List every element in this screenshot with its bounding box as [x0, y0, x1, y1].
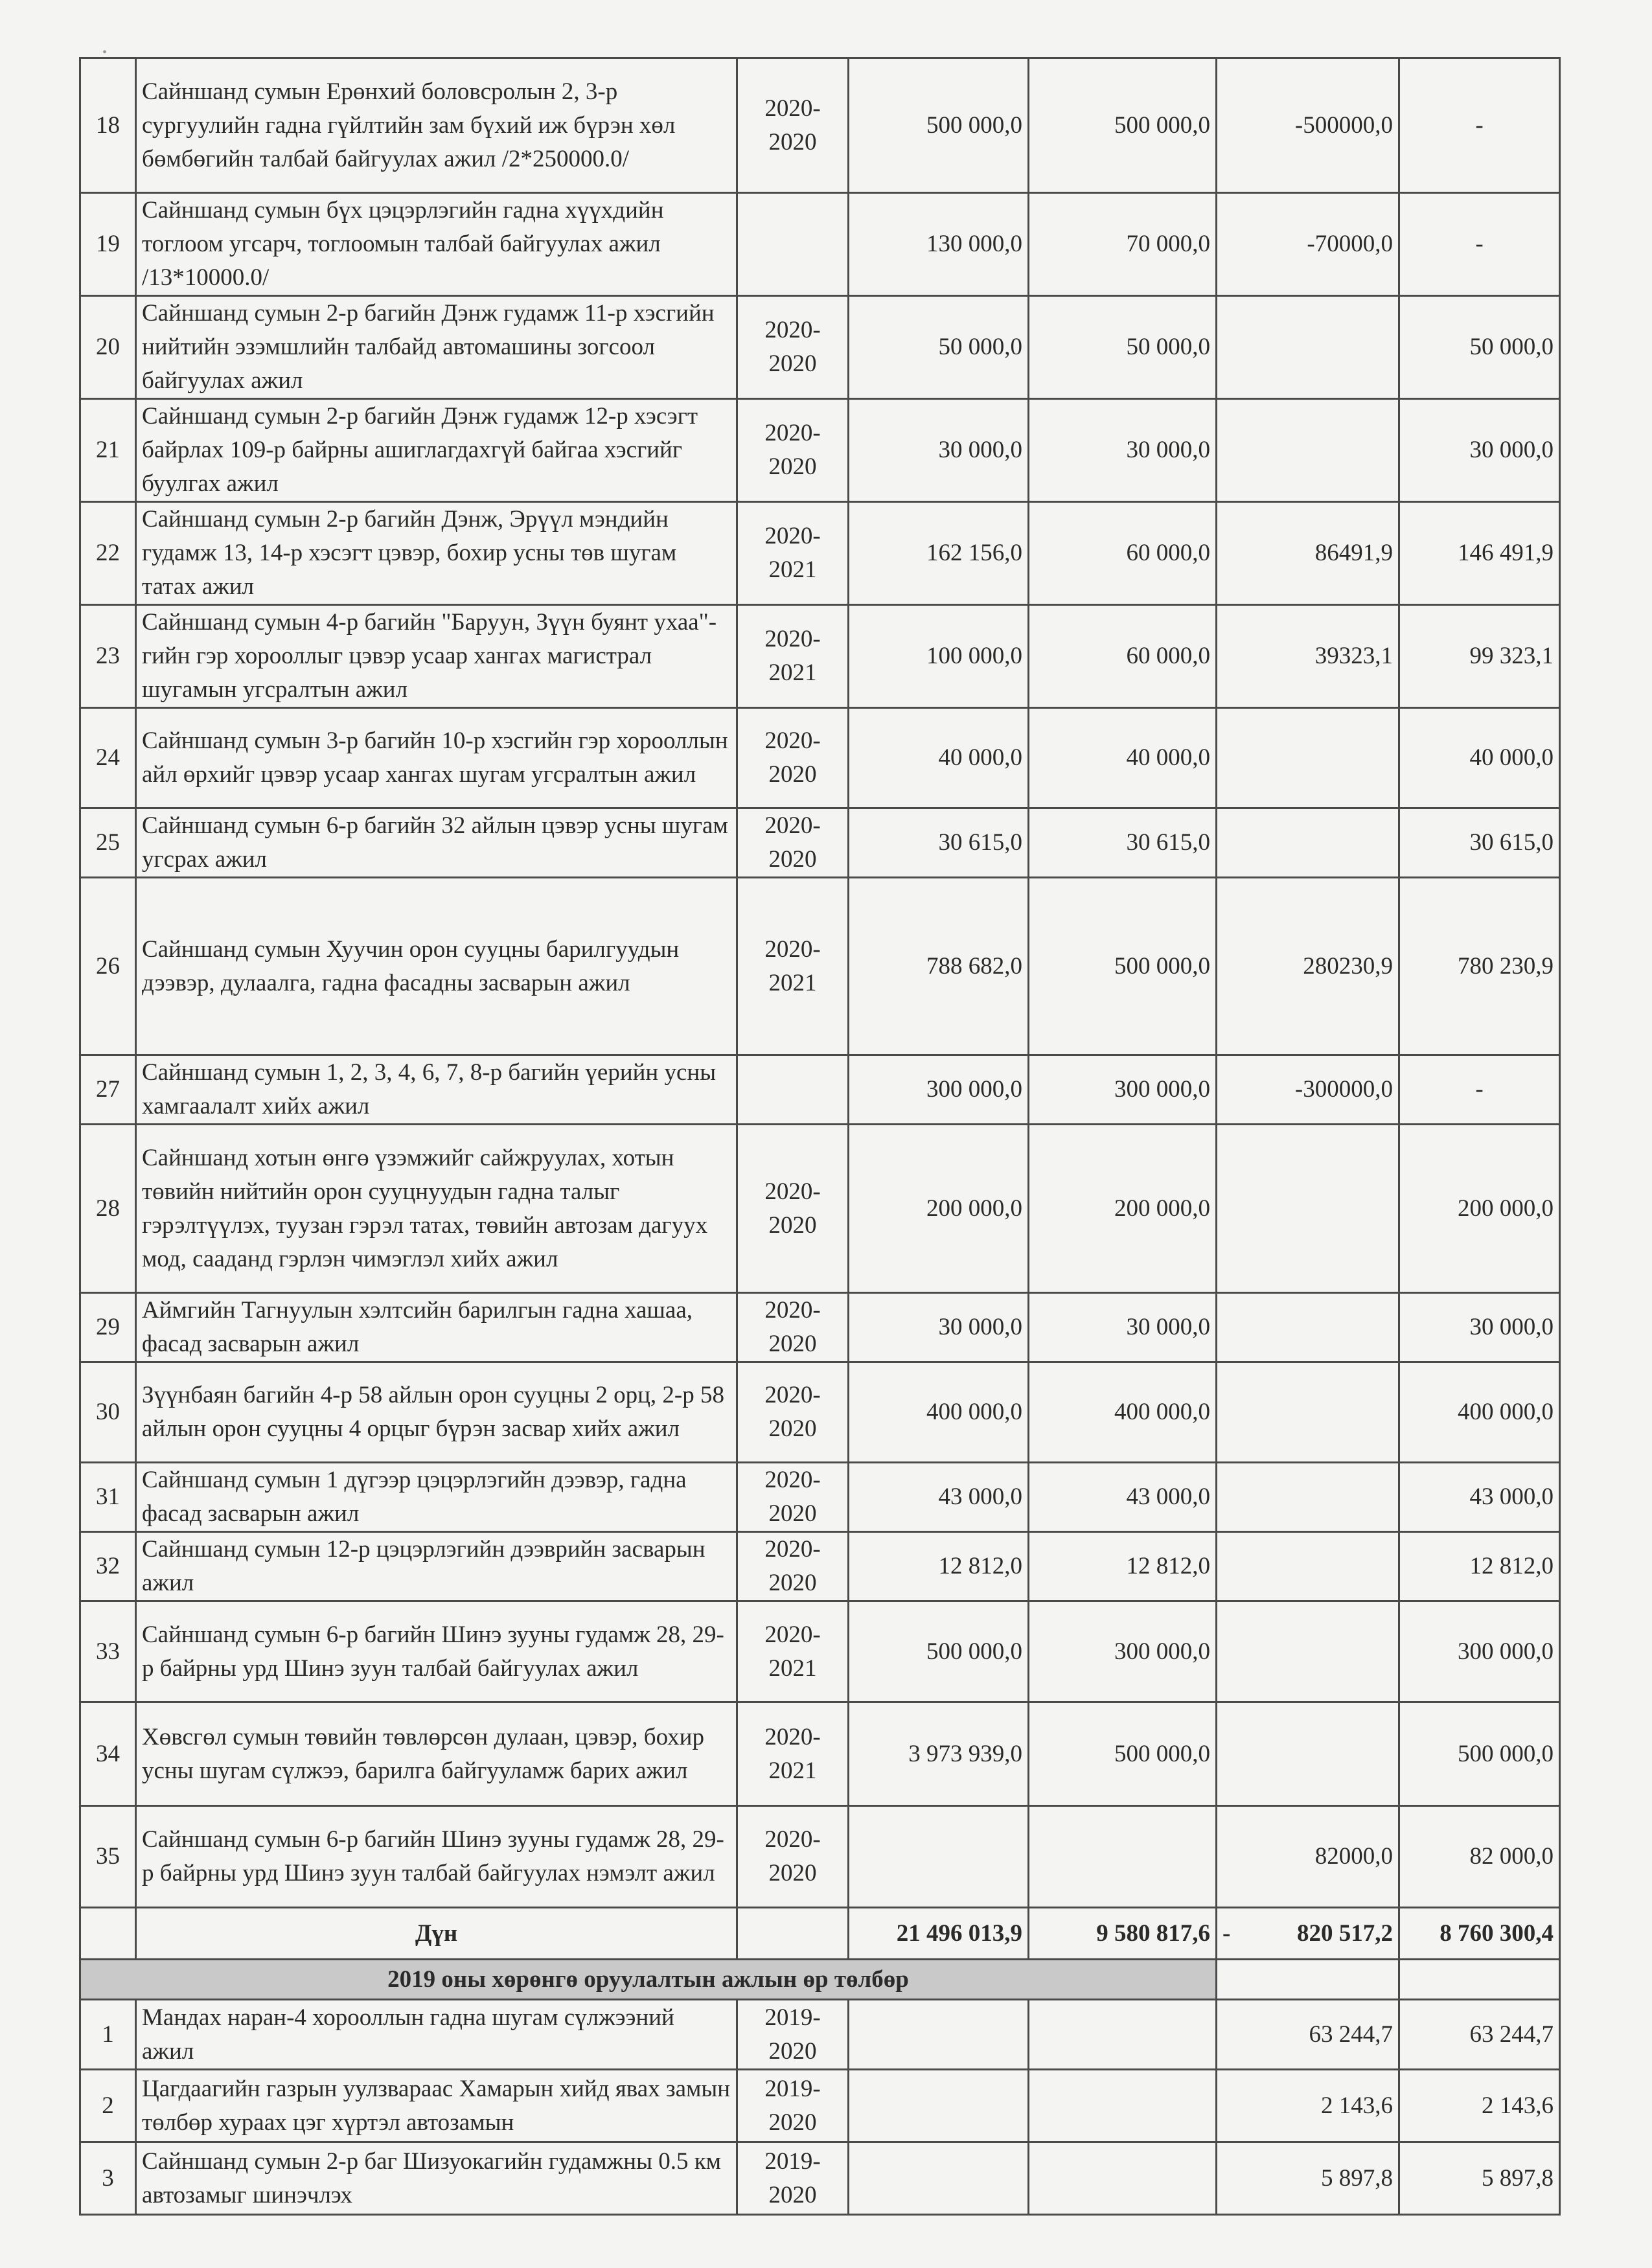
row-change-amount [1217, 1125, 1399, 1293]
row-number: 29 [80, 1293, 136, 1362]
row-planned-amount: 50 000,0 [1029, 296, 1217, 399]
row-change-amount: -300000,0 [1217, 1055, 1399, 1125]
row-description: Хөвсгөл сумын төвийн төвлөрсөн дулаан, цэвэр, бохир усны шугам сүлжээ, барилга байгууламж барих ажил [136, 1702, 737, 1806]
table-row [80, 1601, 1560, 1702]
row-years: 2020- 2020 [737, 1463, 849, 1532]
row-number: 19 [80, 193, 136, 296]
row-number: 20 [80, 296, 136, 399]
total-label: Дүн [136, 1908, 737, 1960]
table-row [80, 1055, 1560, 1125]
row-change-amount: 63 244,7 [1217, 2000, 1399, 2070]
row-total-cost: 50 000,0 [849, 296, 1029, 399]
row-description: Сайншанд сумын 6-р багийн 32 айлын цэвэр усны шугам угсрах ажил [136, 808, 737, 878]
total-change-sum [1217, 1908, 1399, 1960]
row-total-cost [849, 2142, 1029, 2215]
row-description: Сайншанд сумын 1 дүгээр цэцэрлэгийн дээвэр, гадна фасад засварын ажил [136, 1463, 737, 1532]
row-total-cost: 200 000,0 [849, 1125, 1029, 1293]
row-years: 2020- 2021 [737, 1601, 849, 1702]
row-planned-amount [1029, 2000, 1217, 2070]
row-number: 27 [80, 1055, 136, 1125]
row-number: 3 [80, 2142, 136, 2215]
row-change-amount [1217, 399, 1399, 502]
row-years: 2020- 2020 [737, 1362, 849, 1463]
row-change-amount [1217, 1601, 1399, 1702]
row-number: 23 [80, 605, 136, 708]
row-final-amount: 2 143,6 [1399, 2070, 1560, 2142]
total-change-value: 820 517,2 [1297, 1919, 1393, 1947]
row-planned-amount: 12 812,0 [1029, 1532, 1217, 1601]
row-total-cost: 300 000,0 [849, 1055, 1029, 1125]
table-row [80, 58, 1560, 193]
row-description: Сайншанд сумын бүх цэцэрлэгийн гадна хүүхдийн тоглоом угсарч, тоглоомын талбай байгуулах ажил /13*10000.0/ [136, 193, 737, 296]
row-planned-amount [1029, 1806, 1217, 1908]
total-change-sign: - [1222, 1919, 1231, 1947]
table-row [80, 605, 1560, 708]
row-description: Сайншанд сумын 1, 2, 3, 4, 6, 7, 8-р багийн үерийн усны хамгаалалт хийх ажил [136, 1055, 737, 1125]
table-row [80, 193, 1560, 296]
row-number: 26 [80, 878, 136, 1055]
row-years: 2020- 2020 [737, 808, 849, 878]
table-row [80, 1532, 1560, 1601]
row-description: Сайншанд хотын өнгө үзэмжийг сайжруулах, хотын төвийн нийтийн орон сууцнуудын гадна талыг гэрэлтүүлэх, туузан гэрэл татах, төвийн автозам дагуух мод, сааданд гэрлэн чимэглэл хийх ажил [136, 1125, 737, 1293]
section-empty-cell [1217, 1960, 1399, 2000]
row-years: 2020- 2020 [737, 1125, 849, 1293]
row-planned-amount [1029, 2142, 1217, 2215]
row-change-amount: 5 897,8 [1217, 2142, 1399, 2215]
row-years: 2019- 2020 [737, 2000, 849, 2070]
row-total-cost: 30 000,0 [849, 399, 1029, 502]
row-final-amount: 30 615,0 [1399, 808, 1560, 878]
row-number: 30 [80, 1362, 136, 1463]
table-row [80, 1362, 1560, 1463]
row-description: Сайншанд сумын 6-р багийн Шинэ зууны гудамж 28, 29-р байрны урд Шинэ зуун талбай байгуулах нэмэлт ажил [136, 1806, 737, 1908]
row-total-cost: 130 000,0 [849, 193, 1029, 296]
row-change-amount [1217, 808, 1399, 878]
row-number: 32 [80, 1532, 136, 1601]
row-final-amount: 30 000,0 [1399, 399, 1560, 502]
section-header-row [80, 1960, 1560, 2000]
row-number: 2 [80, 2070, 136, 2142]
row-total-cost: 788 682,0 [849, 878, 1029, 1055]
row-final-amount: 63 244,7 [1399, 2000, 1560, 2070]
row-description: Мандах наран-4 хорооллын гадна шугам сүлжээний ажил [136, 2000, 737, 2070]
row-change-amount: 39323,1 [1217, 605, 1399, 708]
row-years: 2020- 2020 [737, 1806, 849, 1908]
row-change-amount: -500000,0 [1217, 58, 1399, 193]
row-description: Аймгийн Тагнуулын хэлтсийн барилгын гадна хашаа, фасад засварын ажил [136, 1293, 737, 1362]
total-cost-sum: 21 496 013,9 [849, 1908, 1029, 1960]
row-final-amount: 200 000,0 [1399, 1125, 1560, 1293]
row-years: 2020- 2020 [737, 296, 849, 399]
total-empty-cell [80, 1908, 136, 1960]
row-description: Сайншанд сумын 2-р багийн Дэнж гудамж 12-р хэсэгт байрлах 109-р байрны ашиглагдахгүй байгаа хэсгийг буулгах ажил [136, 399, 737, 502]
row-final-amount: 300 000,0 [1399, 1601, 1560, 1702]
row-description: Сайншанд сумын 3-р багийн 10-р хэсгийн гэр хорооллын айл өрхийг цэвэр усаар хангах шугам угсралтын ажил [136, 708, 737, 808]
row-planned-amount: 500 000,0 [1029, 58, 1217, 193]
table-row [80, 399, 1560, 502]
row-change-amount [1217, 1362, 1399, 1463]
row-number: 33 [80, 1601, 136, 1702]
row-change-amount [1217, 1532, 1399, 1601]
row-description: Сайншанд сумын 4-р багийн "Баруун, Зүүн буянт ухаа"-гийн гэр хорооллыг цэвэр усаар хангах магистрал шугамын угсралтын ажил [136, 605, 737, 708]
table-row [80, 708, 1560, 808]
row-description: Сайншанд сумын 2-р багийн Дэнж гудамж 11-р хэсгийн нийтийн эзэмшлийн талбайд автомашины зогсоол байгуулах ажил [136, 296, 737, 399]
row-change-amount [1217, 1702, 1399, 1806]
row-change-amount: 2 143,6 [1217, 2070, 1399, 2142]
row-total-cost: 500 000,0 [849, 58, 1029, 193]
row-number: 25 [80, 808, 136, 878]
row-final-amount: 400 000,0 [1399, 1362, 1560, 1463]
row-total-cost: 30 615,0 [849, 808, 1029, 878]
row-final-amount: 30 000,0 [1399, 1293, 1560, 1362]
row-number: 35 [80, 1806, 136, 1908]
total-final-sum: 8 760 300,4 [1399, 1908, 1560, 1960]
row-final-amount: 146 491,9 [1399, 502, 1560, 605]
row-change-amount [1217, 708, 1399, 808]
row-number: 31 [80, 1463, 136, 1532]
row-total-cost: 162 156,0 [849, 502, 1029, 605]
row-change-amount: 86491,9 [1217, 502, 1399, 605]
row-total-cost: 43 000,0 [849, 1463, 1029, 1532]
row-planned-amount: 43 000,0 [1029, 1463, 1217, 1532]
row-final-amount: - [1399, 193, 1560, 296]
table-row [80, 2000, 1560, 2070]
row-change-amount [1217, 1293, 1399, 1362]
row-final-amount: 43 000,0 [1399, 1463, 1560, 1532]
section-title: 2019 оны хөрөнгө оруулалтын ажлын өр төлбөр [80, 1960, 1217, 2000]
budget-table [79, 57, 1561, 2216]
row-planned-amount: 500 000,0 [1029, 878, 1217, 1055]
table-row [80, 808, 1560, 878]
row-description: Сайншанд сумын 2-р багийн Дэнж, Эрүүл мэндийн гудамж 13, 14-р хэсэгт цэвэр, бохир усны төв шугам татах ажил [136, 502, 737, 605]
row-years: 2020- 2021 [737, 502, 849, 605]
row-planned-amount: 60 000,0 [1029, 605, 1217, 708]
row-description: Сайншанд сумын Хуучин орон сууцны барилгуудын дээвэр, дулаалга, гадна фасадны засварын ажил [136, 878, 737, 1055]
row-years: 2019- 2020 [737, 2070, 849, 2142]
table-row [80, 2070, 1560, 2142]
row-planned-amount: 500 000,0 [1029, 1702, 1217, 1806]
row-change-amount [1217, 296, 1399, 399]
row-final-amount: 50 000,0 [1399, 296, 1560, 399]
row-planned-amount: 400 000,0 [1029, 1362, 1217, 1463]
table-row [80, 296, 1560, 399]
row-years: 2020- 2021 [737, 878, 849, 1055]
row-final-amount: 12 812,0 [1399, 1532, 1560, 1601]
row-change-amount [1217, 1463, 1399, 1532]
table-row [80, 1293, 1560, 1362]
row-years: 2020- 2020 [737, 58, 849, 193]
row-planned-amount: 70 000,0 [1029, 193, 1217, 296]
row-planned-amount: 30 000,0 [1029, 399, 1217, 502]
total-row [80, 1908, 1560, 1960]
row-planned-amount: 300 000,0 [1029, 1055, 1217, 1125]
row-years: 2020- 2021 [737, 605, 849, 708]
row-total-cost [849, 1806, 1029, 1908]
row-planned-amount [1029, 2070, 1217, 2142]
row-years [737, 1055, 849, 1125]
row-final-amount: 5 897,8 [1399, 2142, 1560, 2215]
table-row [80, 1125, 1560, 1293]
section-empty-cell [1399, 1960, 1560, 2000]
scan-mark: • [102, 45, 108, 60]
row-description: Цагдаагийн газрын уулзвараас Хамарын хийд явах замын төлбөр хураах цэг хүртэл автозамын [136, 2070, 737, 2142]
row-years: 2020- 2020 [737, 1532, 849, 1601]
table-row [80, 1463, 1560, 1532]
row-total-cost: 3 973 939,0 [849, 1702, 1029, 1806]
total-planned-sum: 9 580 817,6 [1029, 1908, 1217, 1960]
row-years: 2020- 2020 [737, 399, 849, 502]
row-final-amount: - [1399, 1055, 1560, 1125]
row-change-amount: 82000,0 [1217, 1806, 1399, 1908]
row-total-cost [849, 2070, 1029, 2142]
row-planned-amount: 40 000,0 [1029, 708, 1217, 808]
row-final-amount: - [1399, 58, 1560, 193]
row-final-amount: 780 230,9 [1399, 878, 1560, 1055]
row-total-cost: 100 000,0 [849, 605, 1029, 708]
row-number: 34 [80, 1702, 136, 1806]
row-planned-amount: 30 000,0 [1029, 1293, 1217, 1362]
row-final-amount: 82 000,0 [1399, 1806, 1560, 1908]
row-final-amount: 99 323,1 [1399, 605, 1560, 708]
row-years: 2019- 2020 [737, 2142, 849, 2215]
table-row [80, 502, 1560, 605]
row-planned-amount: 30 615,0 [1029, 808, 1217, 878]
row-change-amount: -70000,0 [1217, 193, 1399, 296]
row-number: 18 [80, 58, 136, 193]
row-years: 2020- 2020 [737, 708, 849, 808]
row-years: 2020- 2021 [737, 1702, 849, 1806]
row-total-cost: 40 000,0 [849, 708, 1029, 808]
row-number: 28 [80, 1125, 136, 1293]
row-number: 22 [80, 502, 136, 605]
row-description: Сайншанд сумын 12-р цэцэрлэгийн дээврийн засварын ажил [136, 1532, 737, 1601]
table-row [80, 1702, 1560, 1806]
table-row [80, 1806, 1560, 1908]
table-row [80, 2142, 1560, 2215]
row-total-cost: 500 000,0 [849, 1601, 1029, 1702]
row-total-cost: 30 000,0 [849, 1293, 1029, 1362]
row-number: 1 [80, 2000, 136, 2070]
row-change-amount: 280230,9 [1217, 878, 1399, 1055]
row-planned-amount: 200 000,0 [1029, 1125, 1217, 1293]
row-final-amount: 500 000,0 [1399, 1702, 1560, 1806]
row-number: 24 [80, 708, 136, 808]
row-description: Сайншанд сумын 6-р багийн Шинэ зууны гудамж 28, 29-р байрны урд Шинэ зуун талбай байгуулах ажил [136, 1601, 737, 1702]
row-planned-amount: 60 000,0 [1029, 502, 1217, 605]
row-description: Сайншанд сумын 2-р баг Шизуокагийн гудамжны 0.5 км автозамыг шинэчлэх [136, 2142, 737, 2215]
row-total-cost [849, 2000, 1029, 2070]
row-number: 21 [80, 399, 136, 502]
row-total-cost: 12 812,0 [849, 1532, 1029, 1601]
row-description: Сайншанд сумын Ерөнхий боловсролын 2, 3-р сургуулийн гадна гүйлтийн зам бүхий иж бүрэн хөл бөмбөгийн талбай байгуулах ажил /2*250000.0/ [136, 58, 737, 193]
row-planned-amount: 300 000,0 [1029, 1601, 1217, 1702]
table-row [80, 878, 1560, 1055]
row-total-cost: 400 000,0 [849, 1362, 1029, 1463]
total-empty-cell [737, 1908, 849, 1960]
row-description: Зүүнбаян багийн 4-р 58 айлын орон сууцны 2 орц, 2-р 58 айлын орон сууцны 4 орцыг бүрэн засвар хийх ажил [136, 1362, 737, 1463]
row-years: 2020- 2020 [737, 1293, 849, 1362]
row-years [737, 193, 849, 296]
row-final-amount: 40 000,0 [1399, 708, 1560, 808]
